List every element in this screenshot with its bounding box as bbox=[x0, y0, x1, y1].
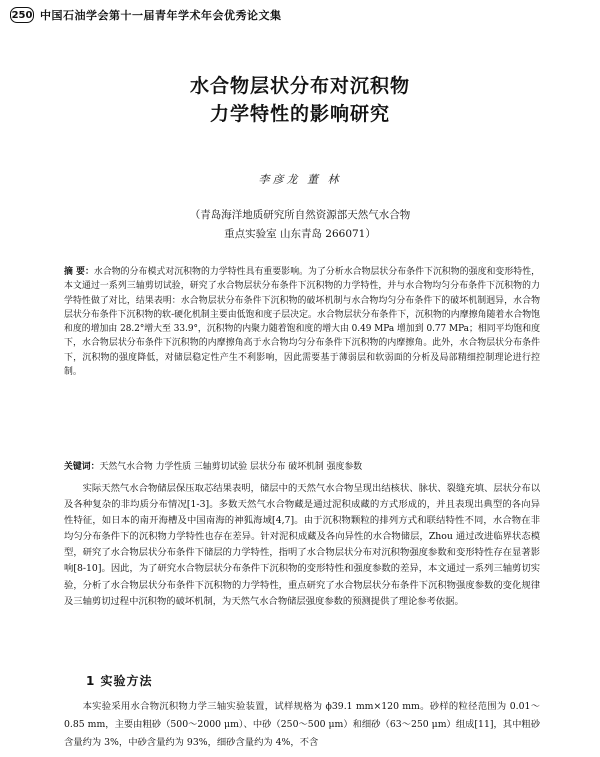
affiliation bbox=[0, 206, 600, 244]
abstract-text: 水合物的分布模式对沉积物的力学特性具有重要影响。为了分析水合物层状分布条件下沉积物的强度和变形特性，本文通过一系列三轴剪切试验，研究了水合物层状分布条件下沉积物的力学特性，并与水合物均匀分布条件下沉积物的力学特性做了对比，结果表明：水合物层状分布条件下沉积物的破坏机制与水合物均匀分布条件下的破坏机制迥异，水合物层状分布条件下沉积物的软-硬化机制主要由低饱和度子层决定。水合物层状分布条件下，沉积物的内摩擦角随着水合物饱和度的增加由 28.2°增大至 33.9°，沉积物的内聚力随着饱和度的增大由 0.49 MPa 增加到 0.77 MPa；相同平均饱和度下，水合物层状分布条件下沉积物的内摩擦角高于水合物均匀分布条件下沉积物的内摩擦角。此外，水合物层状分布条件下，沉积物的强度降低，对储层稳定性产生不利影响，因此需要基于薄弱层和软弱面的分析及局部精细控制理论进行控制。 bbox=[64, 267, 540, 378]
abstract bbox=[64, 265, 540, 379]
introduction-paragraph: 实际天然气水合物储层保压取芯结果表明，储层中的天然气水合物呈现出结核状、脉状、裂缝充填、层状分布以及各种复杂的非均质分布情况[1-3]。多数天然气水合物藏是通过泥积成藏的方式形成的，并且表现出典型的各向异性特征，如日本的南开海槽及中国南海的神狐海域[4,7]。由于沉积物颗粒的排列方式和联结特性不同，水合物在非均匀分布条件下的沉积物力学特性也存在差异。针对泥积成藏及各向异性的水合物储层，Zhou 通过改进临界状态模型，研究了水合物层状分布条件下储层的力学特性，指明了水合物层状分布对沉积物强度参数和变形特性存在显著影响[8-10]。因此，为了研究水合物层状分布条件下沉积物的变形特性和强度参数的差异，本文通过一系列三轴剪切实验，分析了水合物层状分布条件下沉积物的力学特性，重点研究了水合物层状分布条件下沉积物强度参数的变化规律及三轴剪切过程中沉积物的破坏机制，为天然气水合物储层强度参数的预测提供了理论参考依据。 bbox=[64, 483, 540, 607]
paper-title bbox=[0, 72, 600, 128]
running-header bbox=[10, 6, 590, 24]
affiliation-line-1: （青岛海洋地质研究所自然资源部天然气水合物 bbox=[189, 209, 411, 221]
authors: 李彦龙 董 林 bbox=[258, 173, 342, 186]
keywords-text: 天然气水合物 力学性质 三轴剪切试验 层状分布 破坏机制 强度参数 bbox=[99, 462, 363, 472]
section-paragraph: 本实验采用水合物沉积物力学三轴实验装置，试样规格为 ϕ39.1 mm×120 mm。砂样的粒径范围为 0.01～0.85 mm，主要由粗砂（500～2000 μm）、中砂（250～500 μm）和细砂（63～250 μm）组成[11]，其中粗砂含量约为 3%，中砂含量约为 93%，细砂含量约为 4%，不含 bbox=[64, 701, 540, 748]
page-number: 250 bbox=[10, 7, 34, 23]
keywords bbox=[64, 460, 540, 474]
affiliation-line-2: 重点实验室 山东青岛 266071） bbox=[224, 228, 376, 240]
abstract-label: 摘 要： bbox=[64, 267, 94, 277]
section-heading: 1 实验方法 bbox=[86, 674, 153, 688]
title-line-2: 力学特性的影响研究 bbox=[209, 103, 390, 125]
title-line-1: 水合物层状分布对沉积物 bbox=[189, 75, 410, 97]
journal-title: 中国石油学会第十一届青年学术年会优秀论文集 bbox=[40, 9, 282, 22]
keywords-label: 关键词： bbox=[64, 462, 100, 472]
